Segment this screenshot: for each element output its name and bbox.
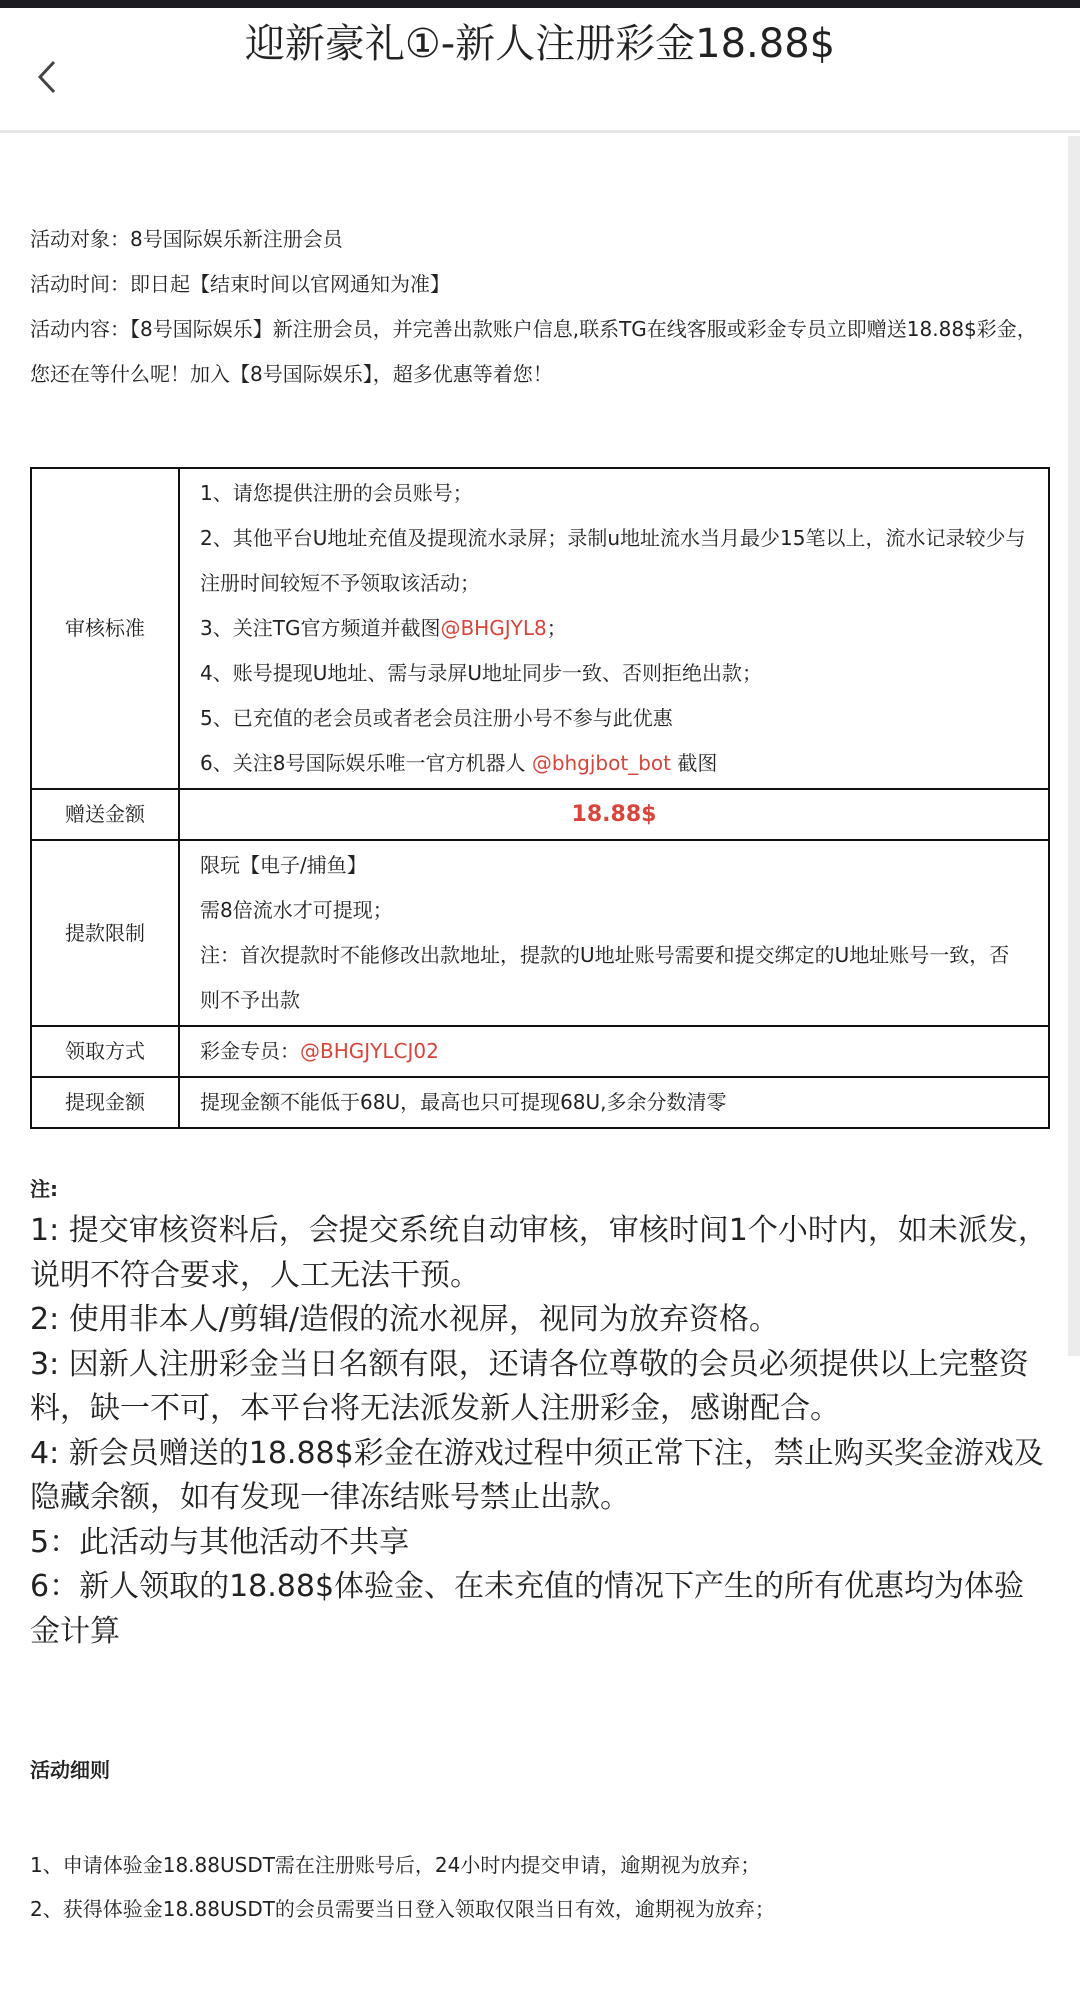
criterion-text: 6、关注8号国际娱乐唯一官方机器人	[200, 751, 532, 775]
claim-handle-link[interactable]: @BHGJYLCJ02	[300, 1039, 439, 1063]
scrollbar[interactable]	[1068, 136, 1080, 1356]
tg-channel-link[interactable]: @BHGJYL8	[440, 616, 547, 640]
withdraw-limits	[179, 840, 1049, 1026]
note-item: 1: 提交审核资料后，会提交系统自动审核，审核时间1个小时内，如未派发，说明不符合要求，人工无法干预。	[30, 1213, 1048, 1293]
criterion: 1、请您提供注册的会员账号；	[200, 481, 473, 505]
limit-item: 注：首次提款时不能修改出款地址，提款的U地址账号需要和提交绑定的U地址账号一致，否则不予出款	[200, 943, 1010, 1012]
table-row	[31, 1077, 1049, 1128]
rules-heading: 活动细则	[30, 1758, 110, 1782]
row-label: 审核标准	[31, 468, 179, 789]
criterion: 2、其他平台U地址充值及提现流水录屏；录制u地址流水当月最少15笔以上，流水记录较少与注册时间较短不予领取该活动；	[200, 526, 1026, 595]
criterion	[200, 606, 1028, 651]
criterion-text: 3、关注TG官方频道并截图	[200, 616, 441, 640]
criterion: 5、已充值的老会员或者老会员注册小号不参与此优惠	[200, 706, 673, 730]
table-row	[31, 468, 1049, 789]
rules-list	[30, 1843, 1050, 1931]
criterion-text: 截图	[670, 751, 718, 775]
intro	[30, 133, 1040, 397]
table-row	[31, 1026, 1049, 1077]
note-item: 3: 因新人注册彩金当日名额有限，还请各位尊敬的会员必须提供以上完整资料，缺一不可，本平台将无法派发新人注册彩金，感谢配合。	[30, 1346, 1029, 1426]
page-title: 迎新豪礼①-新人注册彩金18.88$	[244, 21, 836, 67]
rule-item: 1、申请体验金18.88USDT需在注册账号后，24小时内提交申请，逾期视为放弃；	[30, 1853, 761, 1877]
back-button[interactable]	[30, 52, 70, 102]
intro-time: 活动时间：即日起【结束时间以官网通知为准】	[30, 272, 450, 296]
row-label: 提现金额	[31, 1077, 179, 1128]
criterion-text: ；	[546, 616, 567, 640]
claim-method	[179, 1026, 1049, 1077]
limit-item: 限玩【电子/捕鱼】	[200, 853, 367, 877]
notes	[30, 1169, 1050, 1654]
table-row	[31, 840, 1049, 1026]
note-item: 5：此活动与其他活动不共享	[30, 1524, 410, 1560]
note-item: 2: 使用非本人/剪辑/造假的流水视屏，视同为放弃资格。	[30, 1302, 779, 1337]
withdraw-amount: 提现金额不能低于68U，最高也只可提现68U,多余分数清零	[179, 1077, 1049, 1128]
chevron-left-icon	[30, 52, 70, 102]
review-criteria	[179, 468, 1049, 789]
row-label: 赠送金额	[31, 789, 179, 840]
rules-table	[30, 467, 1050, 1129]
content	[0, 133, 1080, 1931]
rule-item: 2、获得体验金18.88USDT的会员需要当日登入领取仅限当日有效，逾期视为放弃；	[30, 1897, 775, 1921]
intro-target: 活动对象：8号国际娱乐新注册会员	[30, 227, 343, 251]
notes-heading: 注:	[30, 1177, 58, 1201]
criterion: 4、账号提现U地址、需与录屏U地址同步一致、否则拒绝出款；	[200, 661, 763, 685]
note-item: 4: 新会员赠送的18.88$彩金在游戏过程中须正常下注，禁止购买奖金游戏及隐藏余额，如有发现一律冻结账号禁止出款。	[30, 1435, 1044, 1515]
limit-item: 需8倍流水才可提现；	[200, 898, 393, 922]
status-bar	[0, 0, 1080, 8]
row-label: 领取方式	[31, 1026, 179, 1077]
table-row	[31, 789, 1049, 840]
bot-link[interactable]: @bhgjbot_bot	[531, 751, 671, 775]
intro-content: 活动内容：【8号国际娱乐】新注册会员，并完善出款账户信息,联系TG在线客服或彩金专员立即赠送18.88$彩金，您还在等什么呢！加入【8号国际娱乐】，超多优惠等着您！	[30, 317, 1037, 386]
claim-prefix: 彩金专员：	[200, 1039, 300, 1063]
bonus-amount: 18.88$	[179, 789, 1049, 840]
criterion	[200, 741, 1028, 786]
header	[0, 8, 1080, 133]
note-item: 6：新人领取的18.88$体验金、在未充值的情况下产生的所有优惠均为体验金计算	[30, 1569, 1025, 1649]
row-label: 提款限制	[31, 840, 179, 1026]
